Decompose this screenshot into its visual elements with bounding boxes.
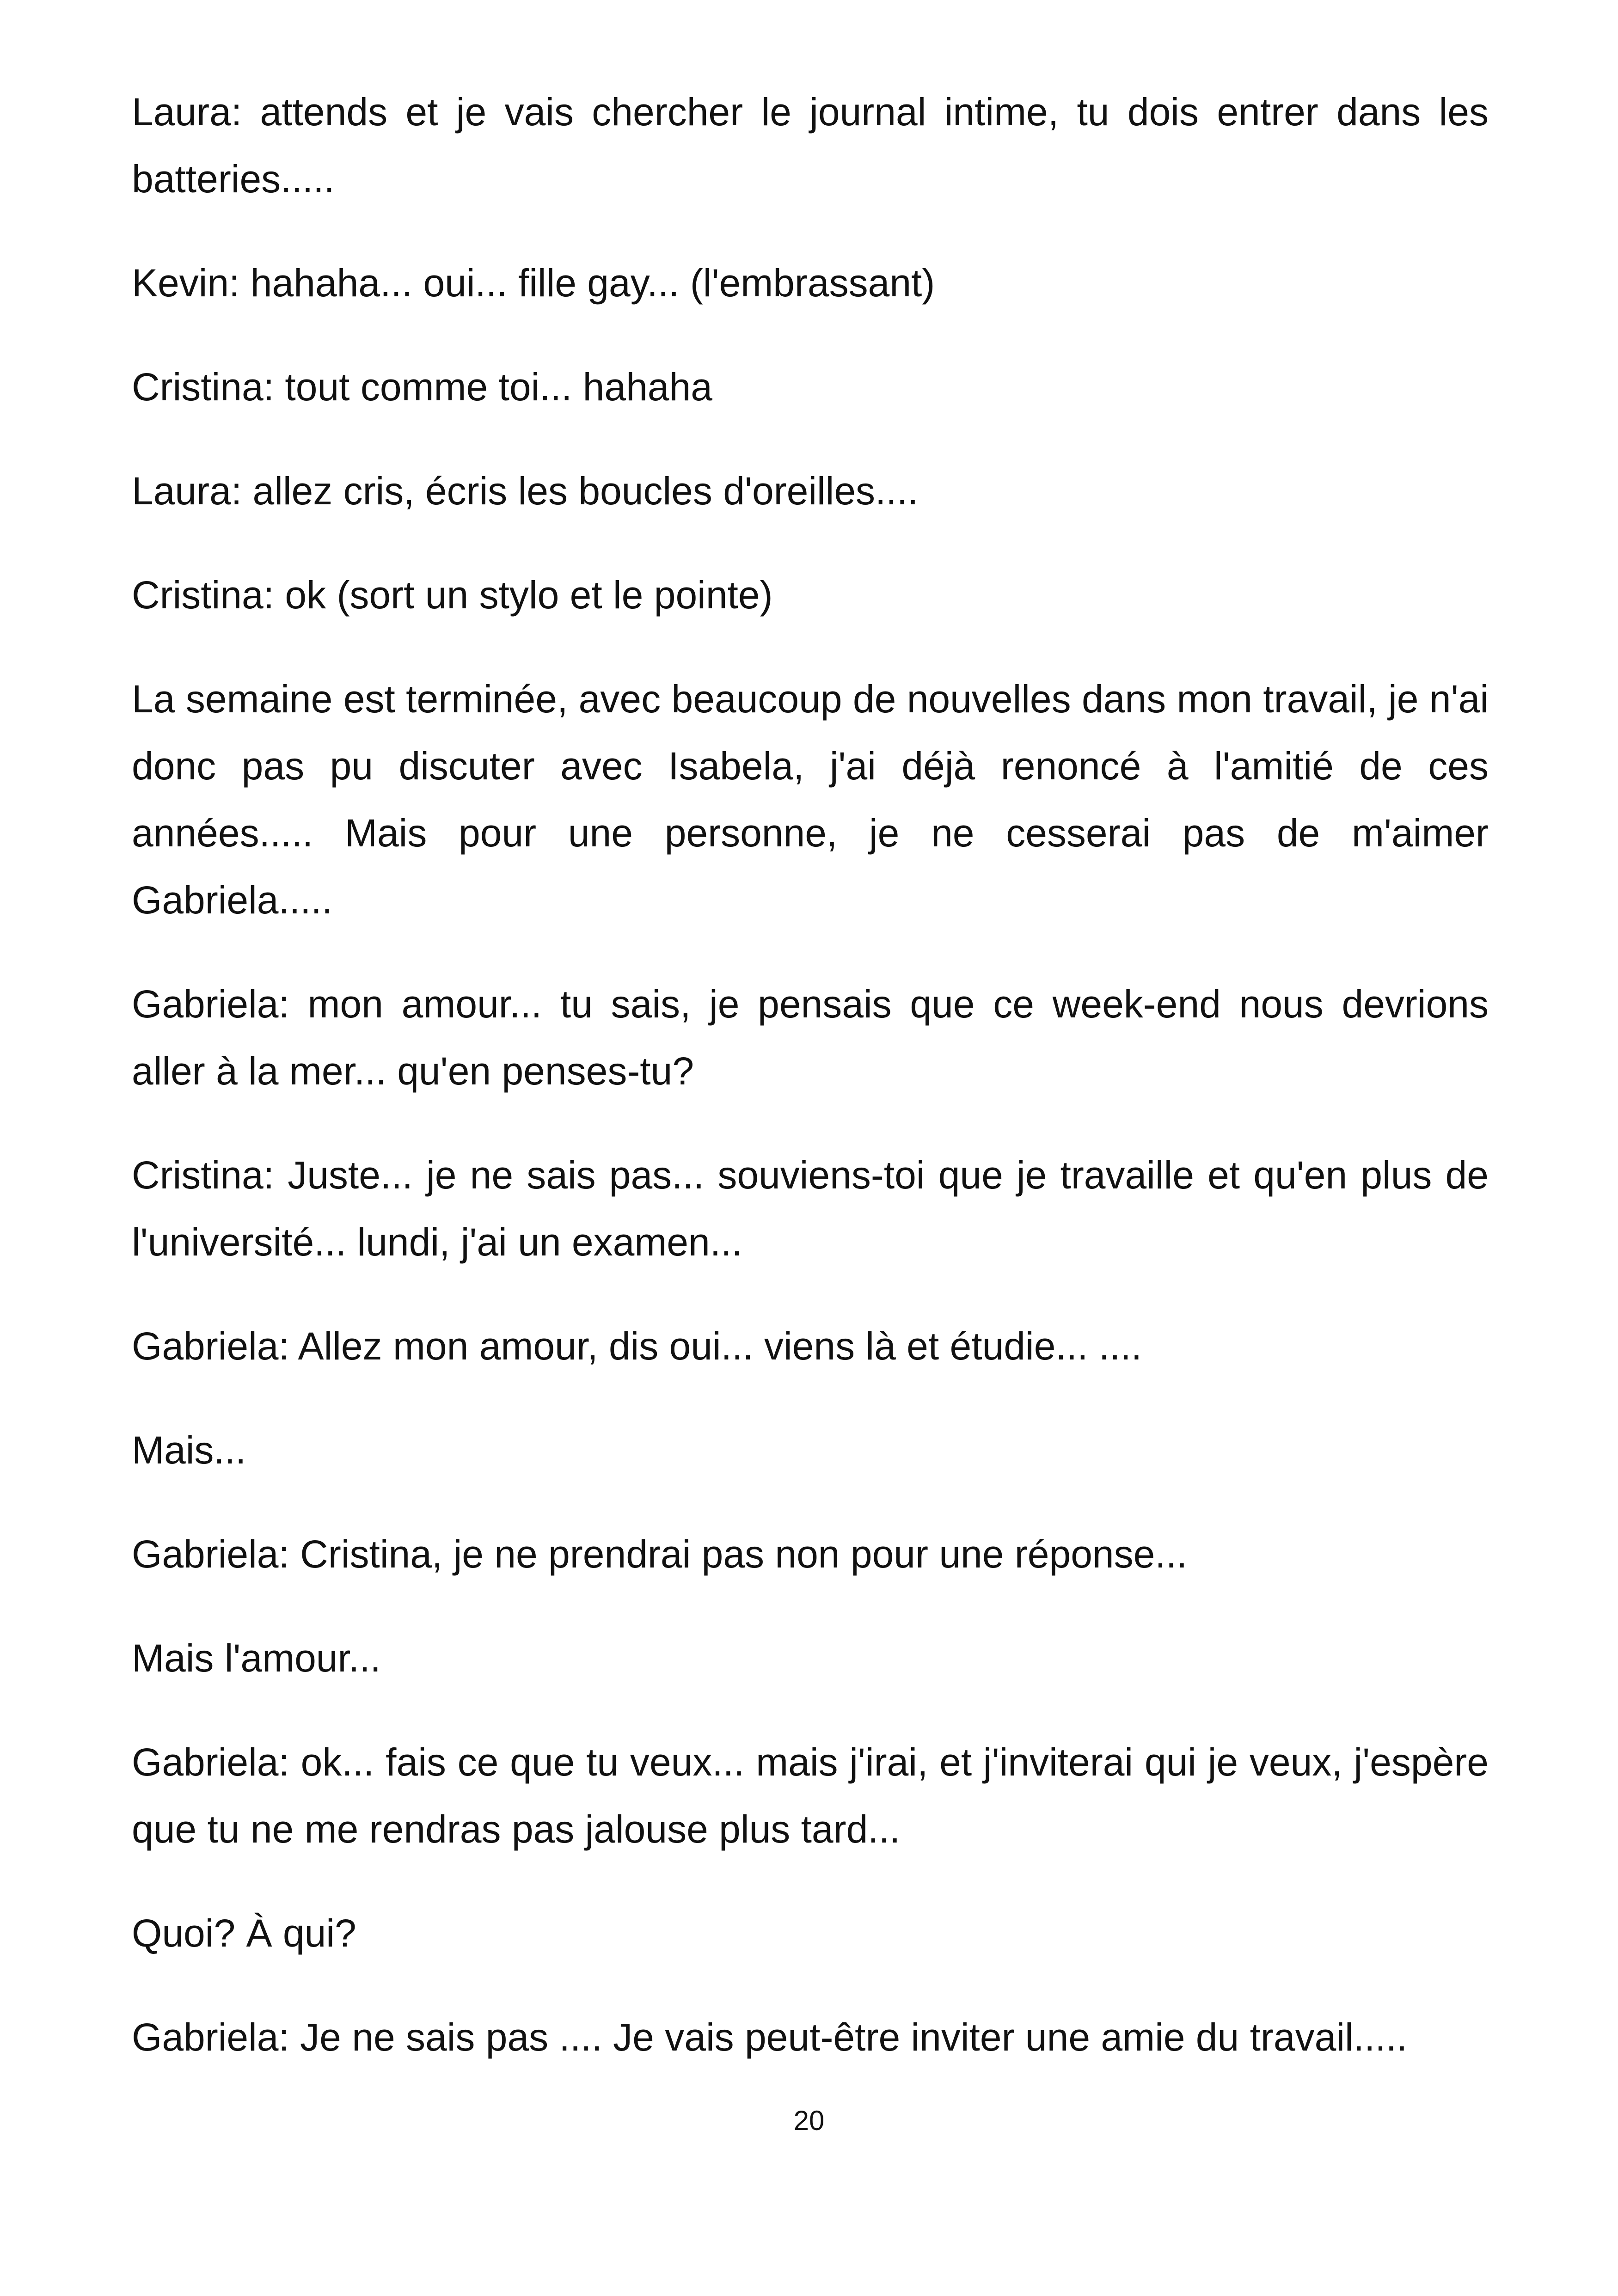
paragraph-cristina-stylo: Cristina: ok (sort un stylo et le pointe) [132, 573, 773, 617]
paragraph-kevin-hahaha: Kevin: hahaha... oui... fille gay... (l'embrassant) [132, 261, 935, 305]
paragraph-gabriela-dis-oui: Gabriela: Allez mon amour, dis oui... viens là et étudie... .... [132, 1324, 1142, 1368]
paragraph-cristina-tout-comme-toi: Cristina: tout comme toi... hahaha [132, 365, 712, 409]
paragraph-mais: Mais... [132, 1428, 246, 1472]
paragraph-laura-journal: Laura: attends et je vais chercher le journal intime, tu dois entrer dans les batteries..... [132, 90, 1489, 201]
paragraph-laura-boucles: Laura: allez cris, écris les boucles d'oreilles.... [132, 469, 919, 513]
paragraph-gabriela-mer: Gabriela: mon amour... tu sais, je pensais que ce week-end nous devrions aller à la mer... qu'en penses-tu? [132, 982, 1489, 1093]
paragraph-gabriela-amie-travail: Gabriela: Je ne sais pas .... Je vais peut-être inviter une amie du travail..... [132, 2015, 1408, 2059]
paragraph-gabriela-jalouse: Gabriela: ok... fais ce que tu veux... mais j'irai, et j'inviterai qui je veux, j'espère que tu ne me rendras pas jalouse plus tard... [132, 1740, 1489, 1851]
paragraph-gabriela-reponse: Gabriela: Cristina, je ne prendrai pas non pour une réponse... [132, 1532, 1188, 1576]
paragraph-narration-semaine: La semaine est terminée, avec beaucoup de nouvelles dans mon travail, je n'ai donc pas pu discuter avec Isabela, j'ai déjà renoncé à l'amitié de ces années..... Mais pour une personne, je ne cesserai pas de m'aimer Gabriela..... [132, 677, 1489, 922]
paragraph-mais-amour: Mais l'amour... [132, 1636, 381, 1680]
document-body [132, 79, 1489, 2108]
paragraph-quoi-a-qui: Quoi? À qui? [132, 1911, 356, 1955]
page-number: 20 [793, 2105, 825, 2136]
paragraph-cristina-examen: Cristina: Juste... je ne sais pas... souviens-toi que je travaille et qu'en plus de l'université... lundi, j'ai un examen... [132, 1153, 1489, 1264]
